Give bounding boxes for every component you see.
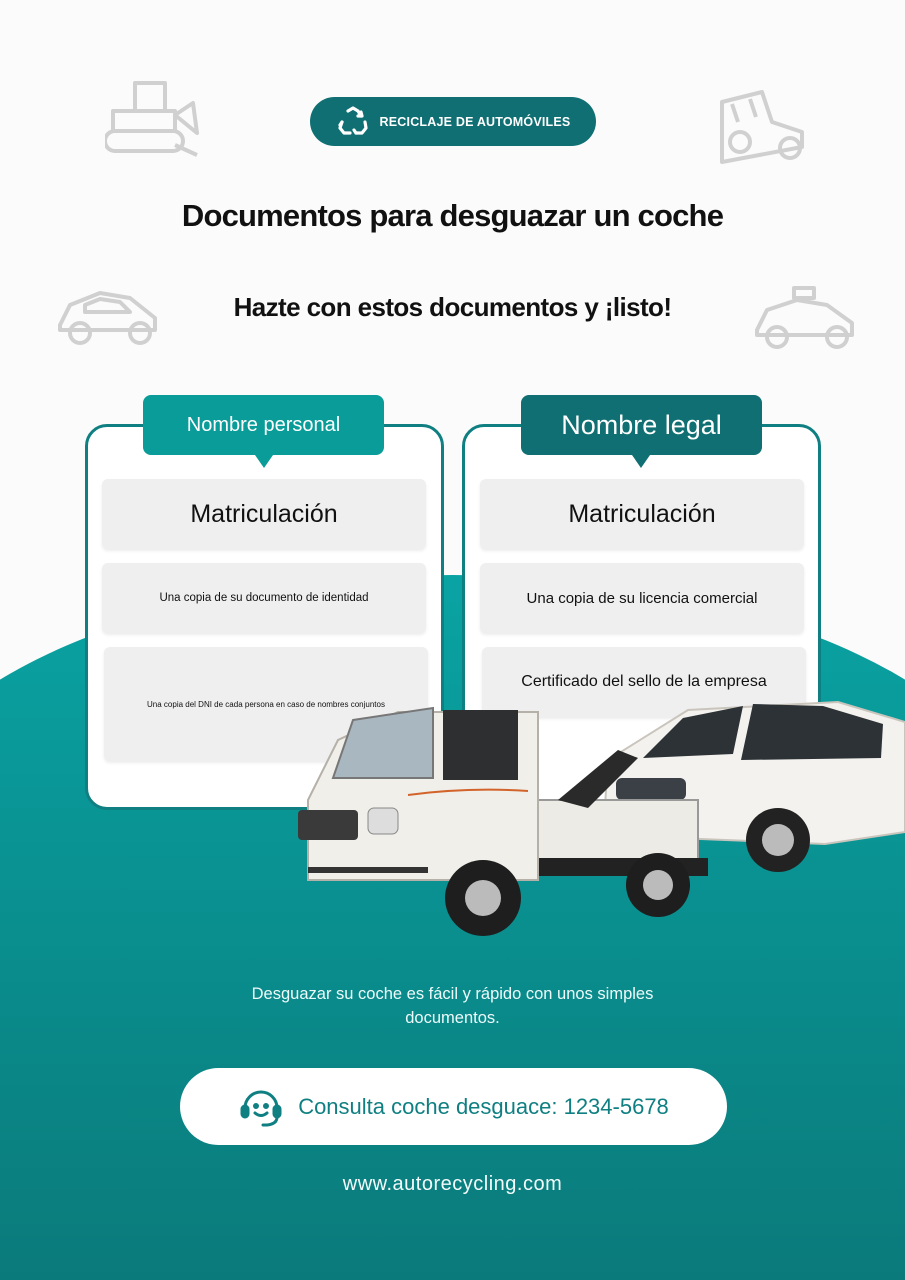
contact-label: Consulta coche desguace: 1234-5678 <box>298 1093 669 1119</box>
page-subtitle: Hazte con estos documentos y ¡listo! <box>233 292 672 322</box>
card-legal-heading: Matriculación <box>480 479 804 549</box>
headset-icon <box>238 1086 284 1128</box>
category-badge <box>310 97 596 146</box>
recycle-icon <box>336 105 370 139</box>
card-legal-item: Una copia de su licencia comercial <box>480 563 804 633</box>
tag-personal-pointer <box>255 455 273 468</box>
tag-personal: Nombre personal <box>143 395 384 455</box>
badge-label: RECICLAJE DE AUTOMÓVILES <box>379 114 571 129</box>
tag-legal-pointer <box>632 455 650 468</box>
jeep-icon <box>712 82 812 167</box>
card-personal-item: Una copia del DNI de cada persona en caso de nombres conjuntos <box>104 647 428 761</box>
bulldozer-icon <box>105 75 205 165</box>
tow-truck-with-car-image <box>288 690 905 950</box>
card-personal-heading: Matriculación <box>102 479 426 549</box>
page-title: Documentos para desguazar un coche <box>181 198 724 233</box>
tag-legal: Nombre legal <box>521 395 762 455</box>
description: Desguazar su coche es fácil y rápido con unos simples documentos. <box>251 985 654 1027</box>
card-legal-item: Certificado del sello de la empresa <box>482 647 806 717</box>
contact-pill[interactable] <box>180 1068 727 1145</box>
website-link[interactable]: www.autorecycling.com <box>342 1173 563 1195</box>
card-personal-item: Una copia de su documento de identidad <box>102 563 426 633</box>
